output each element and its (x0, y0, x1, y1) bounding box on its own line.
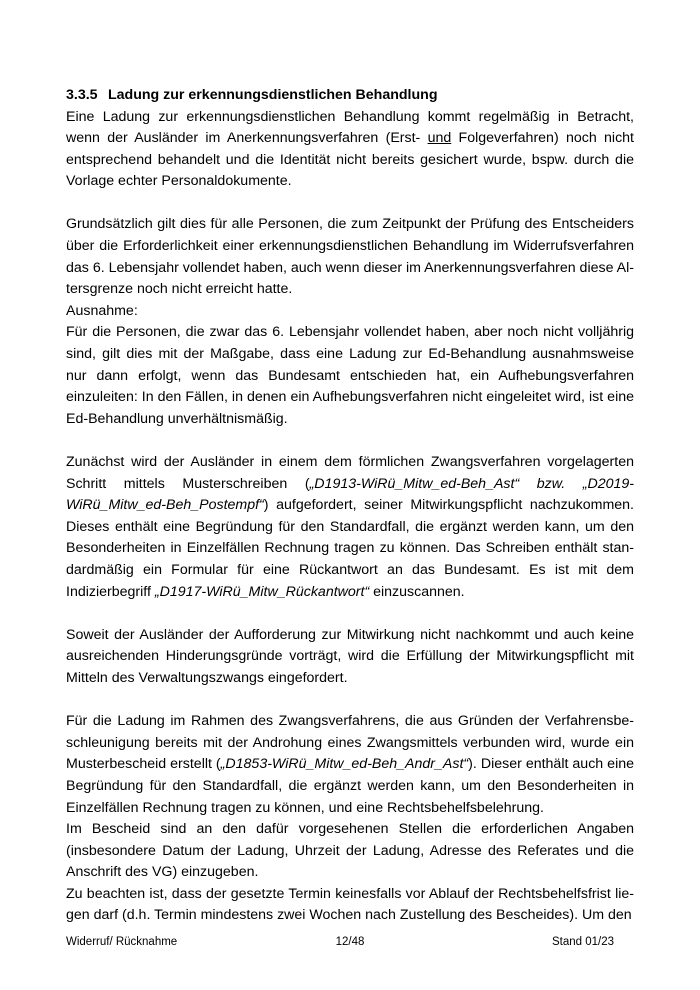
paragraph-1: Eine Ladung zur erkennungsdienstlichen Behandlung kommt regelmäßig in Betracht, wenn der Ausländer im Anerkennungsverfahren (Erst- und Folgeverfahren) noch nicht entsprechend behandelt und die Identität nicht bereits gesichert wurde, bspw. durch die Vorlage echter Personaldokumente. (66, 108, 634, 190)
document-body (66, 85, 634, 927)
footer-right: Stand 01/23 (551, 936, 614, 948)
paragraph-7: Im Bescheid sind an den dafür vorgesehenen Stellen die erforderlichen Angaben (insbesondere Datum der Ladung, Uhrzeit der Ladung, Adresse des Referates und die Anschrift des VG) einzugeben. (66, 821, 634, 881)
footer-left: Widerruf/ Rücknahme (66, 936, 178, 948)
paragraph-8: Zu beachten ist, dass der gesetzte Termin keinesfalls vor Ablauf der Rechtsbehelfsfrist liegen darf (d.h. Termin mindestens zwei Wochen nach Zustellung des Bescheides). Um den (66, 885, 634, 924)
template-reference: „D1913-WiRü_Mitw_ed-Beh_Ast“ bzw. „D2019-WiRü_Mitw_ed-Beh_Postempf“ (66, 475, 635, 514)
paragraph-2: Grundsätzlich gilt dies für alle Personen, die zum Zeitpunkt der Prüfung des Entscheiders über die Erforderlichkeit einer erkennungsdienstlichen Behandlung im Widerrufsverfahren das 6. Lebensjahr vollendet haben, auch wenn dieser im Anerkennungsverfahren diese Altersgrenze noch nicht erreicht hatte. (66, 216, 634, 298)
underlined-word: und (427, 130, 452, 147)
page-number: 12/48 (335, 936, 365, 948)
paragraph-5: Soweit der Ausländer der Aufforderung zur Mitwirkung nicht nachkommt und auch keine ausreichenden Hinderungsgründe vorträgt, wird die Erfüllung der Mitwirkungspflicht mit Mitteln des Verwaltungszwangs eingefordert. (66, 626, 634, 686)
section-heading (66, 85, 634, 107)
page-footer (66, 934, 634, 950)
paragraph-3: Für die Personen, die zwar das 6. Lebensjahr vollendet haben, aber noch nicht volljährig sind, gilt dies mit der Maßgabe, dass eine Ladung zur Ed-Behandlung ausnahmsweise nur dann erfolgt, wenn das Bundesamt entschieden hat, ein Aufhebungsverfahren einzuleiten: In den Fällen, in denen ein Aufhebungsverfahren nicht eingeleitet wird, ist eine Ed-Behandlung unverhältnismäßig. (66, 324, 634, 427)
paragraph-4: Zunächst wird der Ausländer in einem dem förmlichen Zwangsverfahren vorgelagerten Schritt mittels Musterschreiben („D1913-WiRü_Mitw_ed-Beh_Ast“ bzw. „D2019-WiRü_Mitw_ed-Beh_Postempf“) aufgefordert, seiner Mitwirkungspflicht nachzukommen. Dieses enthält eine Begründung für den Standardfall, die ergänzt werden kann, um den Besonderheiten in Einzelfällen Rechnung tragen zu können. Das Schreiben enthält standardmäßig ein Formular für eine Rückantwort an das Bundesamt. Es ist mit dem Indizierbegriff „D1917-WiRü_Mitw_Rückantwort“ einzuscannen. (66, 454, 635, 600)
template-reference: „D1853-WiRü_Mitw_ed-Beh_Andr_Ast“ (220, 756, 469, 773)
section-number: 3.3.5 (66, 87, 98, 103)
paragraph-6: Für die Ladung im Rahmen des Zwangsverfahrens, die aus Gründen der Verfahrensbeschleunigung bereits mit der Androhung eines Zwangsmittels verbunden wird, wurde ein Musterbescheid erstellt („D1853-WiRü_Mitw_ed-Beh_Andr_Ast“). Dieser enthält auch eine Begründung für den Standardfall, die ergänzt werden kann, um den Besonderheiten in Einzelfällen Rechnung tragen zu können, und eine Rechtsbehelfsbelehrung. (66, 713, 635, 816)
index-term-reference: „D1917-WiRü_Mitw_Rückantwort“ (154, 583, 370, 600)
section-title: Ladung zur erkennungsdienstlichen Behandlung (108, 87, 438, 103)
exception-label: Ausnahme: (66, 302, 138, 319)
